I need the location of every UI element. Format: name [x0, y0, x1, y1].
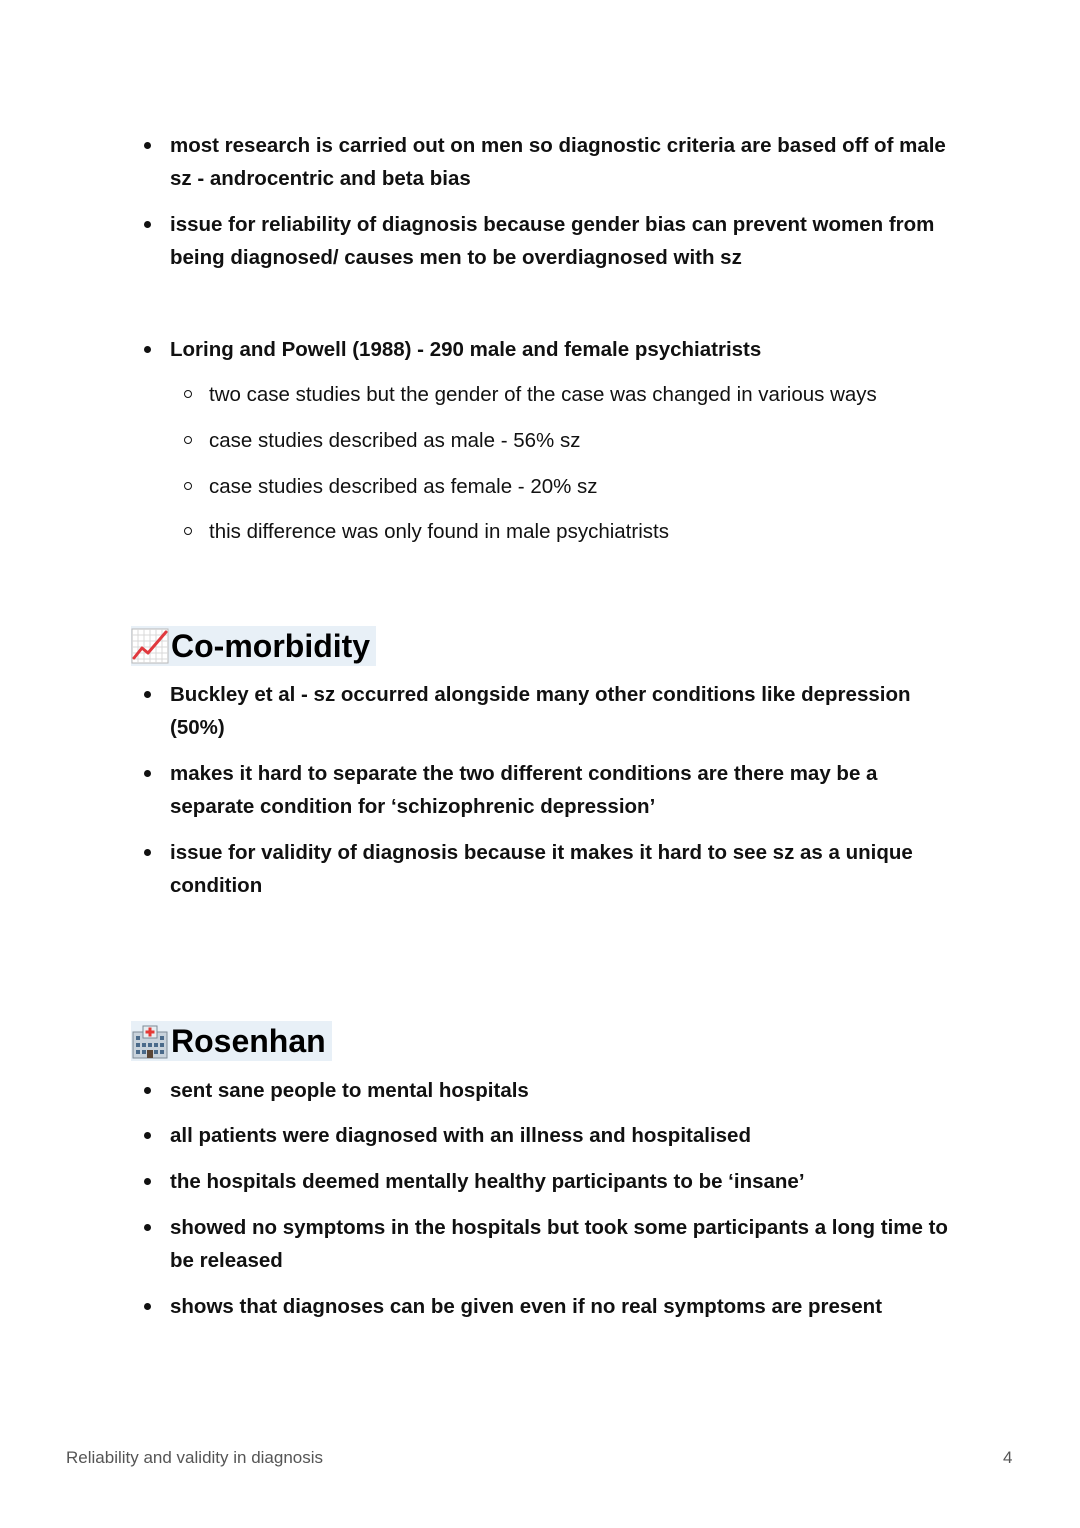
footer-title: Reliability and validity in diagnosis: [66, 1448, 324, 1467]
list-item: Loring and Powell (1988) - 290 male and female psychiatrists: [142, 333, 962, 366]
list-item: shows that diagnoses can be given even if no real symptoms are present: [142, 1290, 962, 1323]
list-item: all patients were diagnosed with an illness and hospitalised: [142, 1119, 962, 1152]
sub-list-item: case studies described as female - 20% sz: [184, 470, 964, 503]
intro-bullet-list: [142, 129, 962, 274]
section-heading-rosenhan: [131, 1021, 332, 1061]
loring-bullet-list: [142, 333, 962, 366]
hospital-icon: [131, 1023, 169, 1059]
rosenhan-bullet-list: [142, 1074, 962, 1323]
list-item: issue for reliability of diagnosis because gender bias can prevent women from being diagnosed/ causes men to be overdiagnosed with sz: [142, 208, 962, 274]
list-item: makes it hard to separate the two different conditions are there may be a separate condition for ‘schizophrenic depression’: [142, 757, 962, 823]
comorbidity-bullet-list: [142, 678, 962, 902]
list-item: the hospitals deemed mentally healthy participants to be ‘insane’: [142, 1165, 962, 1198]
section-heading-comorbidity: [131, 626, 376, 666]
section-title: Rosenhan: [171, 1023, 326, 1059]
list-item: issue for validity of diagnosis because it makes it hard to see sz as a unique condition: [142, 836, 962, 902]
list-item: Buckley et al - sz occurred alongside many other conditions like depression (50%): [142, 678, 962, 744]
list-item: most research is carried out on men so diagnostic criteria are based off of male sz - androcentric and beta bias: [142, 129, 962, 195]
section-title: Co-morbidity: [171, 628, 371, 664]
sub-list-item: two case studies but the gender of the case was changed in various ways: [184, 378, 964, 411]
page-number: 4: [1003, 1448, 1013, 1467]
list-item: sent sane people to mental hospitals: [142, 1074, 962, 1107]
loring-sub-list: [184, 378, 964, 548]
sub-list-item: case studies described as male - 56% sz: [184, 424, 964, 457]
list-item: showed no symptoms in the hospitals but took some participants a long time to be released: [142, 1211, 962, 1277]
chart-increasing-icon: [131, 628, 169, 664]
sub-list-item: this difference was only found in male psychiatrists: [184, 515, 964, 548]
